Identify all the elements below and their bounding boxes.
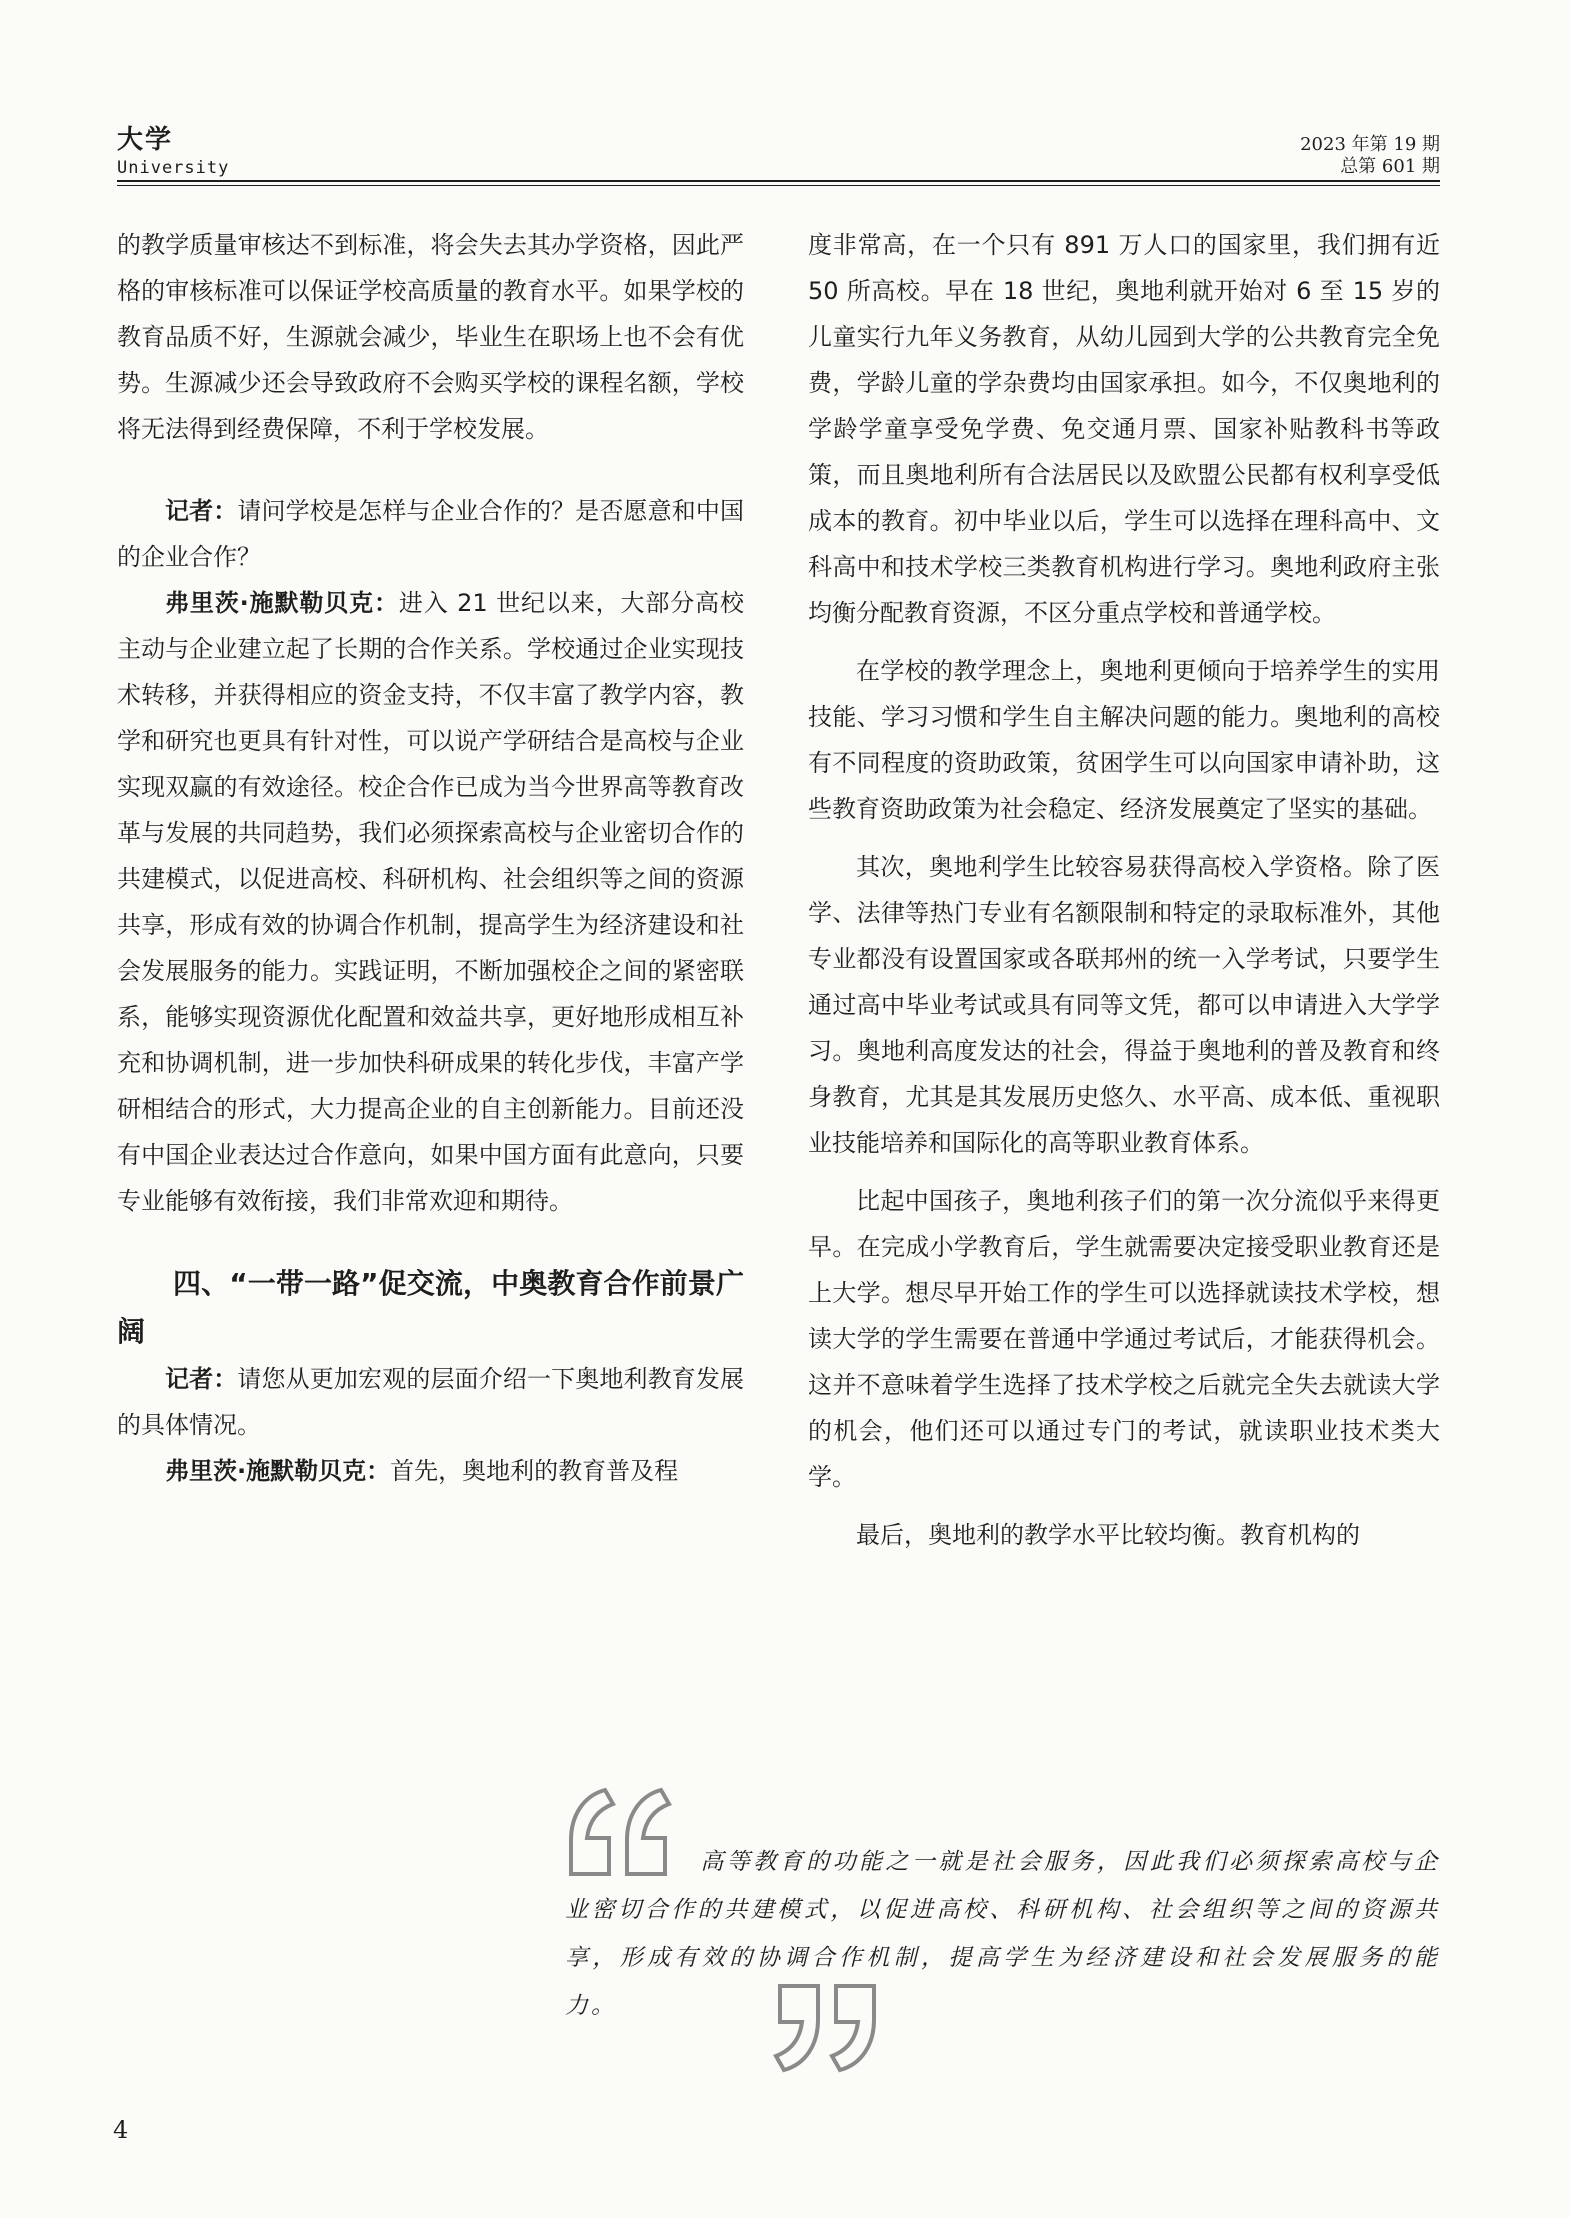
interview-question: [117, 488, 744, 580]
issue-info: [1300, 134, 1440, 178]
speaker-label: 记者：: [165, 1365, 238, 1393]
question-text: 请您从更加宏观的层面介绍一下奥地利教育发展的具体情况。: [117, 1365, 745, 1439]
interview-question: [117, 1356, 744, 1448]
magazine-masthead: [117, 124, 229, 178]
paragraph: 的教学质量审核达不到标准，将会失去其办学资格，因此严格的审核标准可以保证学校高质量的教育水平。如果学校的教育品质不好，生源就会减少，毕业生在职场上也不会有优势。生源减少还会导致政府不会购买学校的课程名额，学校将无法得到经费保障，不利于学校发展。: [117, 231, 744, 443]
paragraph: 其次，奥地利学生比较容易获得高校入学资格。除了医学、法律等热门专业有名额限制和特定的录取标准外，其他专业都没有设置国家或各联邦州的统一入学考试，只要学生通过高中毕业考试或具有同等文凭，都可以申请进入大学学习。奥地利高度发达的社会，得益于奥地利的普及教育和终身教育，尤其是其发展历史悠久、水平高、成本低、重视职业技能培养和国际化的高等职业教育体系。: [808, 853, 1440, 1157]
paragraph: 在学校的教学理念上，奥地利更倾向于培养学生的实用技能、学习习惯和学生自主解决问题的能力。奥地利的高校有不同程度的资助政策，贫困学生可以向国家申请补助，这些教育资助政策为社会稳定、经济发展奠定了坚实的基础。: [808, 657, 1440, 823]
section-heading: 四、“一带一路”促交流，中奥教育合作前景广阔: [117, 1267, 744, 1348]
speaker-label: 记者：: [165, 497, 238, 525]
paragraph: 比起中国孩子，奥地利孩子们的第一次分流似乎来得更早。在完成小学教育后，学生就需要决定接受职业教育还是上大学。想尽早开始工作的学生可以选择就读技术学校，想读大学的学生需要在普通中学通过考试后，才能获得机会。这并不意味着学生选择了技术学校之后就完全失去就读大学的机会，他们还可以通过专门的考试，就读职业技术类大学。: [808, 1187, 1440, 1491]
left-column: [117, 222, 744, 1494]
interview-answer: [117, 580, 744, 1224]
speaker-label: 弗里茨·施默勒贝克：: [165, 1457, 391, 1485]
interview-answer: [117, 1448, 744, 1494]
magazine-title-cn: 大学: [117, 125, 174, 155]
answer-text: 进入 21 世纪以来，大部分高校主动与企业建立起了长期的合作关系。学校通过企业实现技术转移，并获得相应的资金支持，不仅丰富了教学内容，教学和研究也更具有针对性，可以说产学研结合是高校与企业实现双赢的有效途径。校企合作已成为当今世界高等教育改革与发展的共同趋势，我们必须探索高校与企业密切合作的共建模式，以促进高校、科研机构、社会组织等之间的资源共享，形成有效的协调合作机制，提高学生为经济建设和社会发展服务的能力。实践证明，不断加强校企之间的紧密联系，能够实现资源优化配置和效益共享，更好地形成相互补充和协调机制，进一步加快科研成果的转化步伐，丰富产学研相结合的形式，大力提高企业的自主创新能力。目前还没有中国企业表达过合作意向，如果中国方面有此意向，只要专业能够有效衔接，我们非常欢迎和期待。: [117, 589, 745, 1215]
magazine-title-en: University: [117, 158, 230, 178]
header-rule-thin: [117, 185, 1440, 186]
speaker-label: 弗里茨·施默勒贝克：: [165, 589, 399, 617]
answer-text: 首先，奥地利的教育普及程: [390, 1457, 679, 1485]
page-number: 4: [113, 2116, 129, 2144]
total-issue-number: 总第 601 期: [1340, 156, 1440, 177]
question-text: 请问学校是怎样与企业合作的？是否愿意和中国的企业合作？: [117, 497, 745, 571]
paragraph: 度非常高，在一个只有 891 万人口的国家里，我们拥有近 50 所高校。早在 18 世纪，奥地利就开始对 6 至 15 岁的儿童实行九年义务教育，从幼儿园到大学的公共教育完全免费，学龄儿童的学杂费均由国家承担。如今，不仅奥地利的学龄学童享受免学费、免交通月票、国家补贴教科书等政策，而且奥地利所有合法居民以及欧盟公民都有权利享受低成本的教育。初中毕业以后，学生可以选择在理科高中、文科高中和技术学校三类教育机构进行学习。奥地利政府主张均衡分配教育资源，不区分重点学校和普通学校。: [808, 231, 1440, 627]
pull-quote-text: 高等教育的功能之一就是社会服务，因此我们必须探索高校与企业密切合作的共建模式，以促进高校、科研机构、社会组织等之间的资源共享，形成有效的协调合作机制，提高学生为经济建设和社会发展服务的能力。: [565, 1849, 1440, 2019]
pull-quote: [565, 1838, 1440, 2030]
right-column: [808, 222, 1440, 1558]
header-rule: [117, 180, 1440, 182]
issue-number: 2023 年第 19 期: [1300, 134, 1440, 155]
paragraph: 最后，奥地利的教学水平比较均衡。教育机构的: [856, 1521, 1360, 1549]
